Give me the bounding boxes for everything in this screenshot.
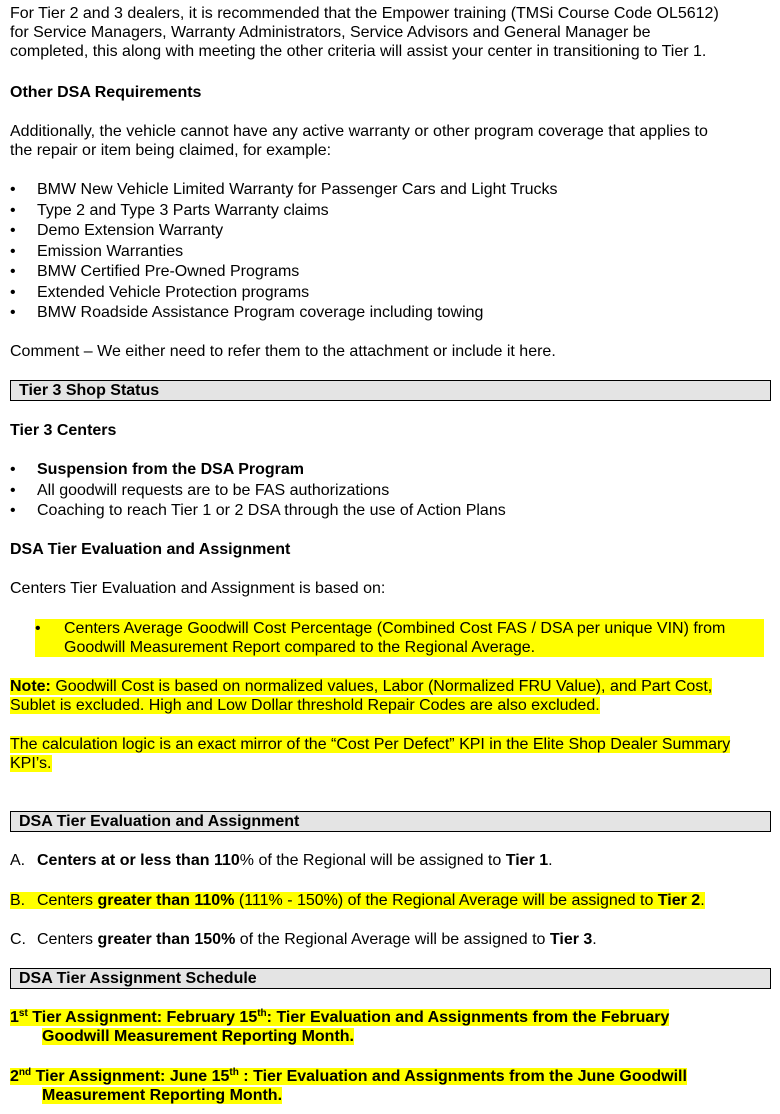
note-label: Note: (10, 678, 51, 695)
bullet-icon: • (10, 283, 16, 301)
list-item: • Type 2 and Type 3 Parts Warranty claims (10, 201, 329, 219)
list-item: • BMW Certified Pre-Owned Programs (10, 263, 300, 280)
assignment-item-a: A. Centers at or less than 110% of the Regional will be assigned to Tier 1. (10, 852, 553, 869)
goodwill-bullet-line-2: Goodwill Measurement Report compared to the Regional Average. (64, 639, 536, 656)
schedule-item-2: 2nd Tier Assignment: June 15th : Tier Evaluation and Assignments from the June Goodwill Measurement Reporting Month. (10, 1067, 687, 1104)
list-item: • Emission Warranties (10, 242, 184, 260)
intro-line-1: For Tier 2 and 3 dealers, it is recommended that the Empower training (TMSi Course Code OL5612) (10, 5, 719, 22)
bullet-icon: • (10, 304, 16, 321)
section-bar-tier3: Tier 3 Shop Status (10, 380, 771, 401)
note-line-1: Goodwill Cost is based on normalized values, Labor (Normalized FRU Value), and Part Cost, (50, 678, 713, 695)
calc-line-1: The calculation logic is an exact mirror of the “Cost Per Defect” KPI in the Elite Shop Dealer Summary (10, 736, 731, 753)
list-item: • Coaching to reach Tier 1 or 2 DSA through the use of Action Plans (10, 502, 506, 519)
goodwill-bullet-line-1: Centers Average Goodwill Cost Percentage (Combined Cost FAS / DSA per unique VIN) from (64, 620, 726, 637)
bullet-icon: • (10, 201, 16, 219)
bullet-icon: • (10, 263, 16, 280)
note-paragraph (10, 677, 770, 715)
comment-text: Comment – We either need to refer them to the attachment or include it here. (10, 343, 556, 360)
tier3-heading: Tier 3 Centers (10, 422, 117, 439)
list-item: • All goodwill requests are to be FAS authorizations (10, 481, 390, 499)
assignment-item-b: B. Centers greater than 110% (111% - 150%) of the Regional Average will be assigned to Tier 2. (10, 892, 705, 909)
tier3-list (10, 460, 770, 522)
calculation-paragraph (10, 735, 770, 773)
schedule-item-1: 1st Tier Assignment: February 15th: Tier Evaluation and Assignments from the February Goodwill Measurement Reporting Month. (10, 1008, 670, 1045)
evaluation-heading: DSA Tier Evaluation and Assignment (10, 541, 291, 558)
list-item: • Extended Vehicle Protection programs (10, 283, 310, 301)
list-item: • BMW New Vehicle Limited Warranty for Passenger Cars and Light Trucks (10, 181, 558, 198)
note-line-2: Sublet is excluded. High and Low Dollar threshold Repair Codes are also excluded. (10, 697, 600, 714)
intro-line-2: for Service Managers, Warranty Administrators, Service Advisors and General Manager be (10, 24, 651, 41)
bullet-icon: • (10, 181, 16, 198)
other-dsa-heading: Other DSA Requirements (10, 84, 202, 101)
bullet-icon: • (10, 481, 16, 499)
bullet-icon: • (10, 222, 16, 239)
list-item: • Suspension from the DSA Program (10, 461, 304, 478)
assignment-item-c: C. Centers greater than 150% of the Regional Average will be assigned to Tier 3. (10, 931, 597, 948)
calc-line-2: KPI’s. (10, 755, 52, 772)
other-dsa-paragraph (10, 122, 770, 160)
bullet-icon: • (35, 620, 41, 637)
coverage-list (10, 180, 770, 324)
bullet-icon: • (10, 242, 16, 260)
bullet-icon: • (10, 502, 16, 519)
intro-paragraph (10, 4, 770, 61)
evaluation-basis: Centers Tier Evaluation and Assignment is based on: (10, 580, 386, 597)
section-bar-assignment: DSA Tier Evaluation and Assignment (10, 811, 771, 832)
section-bar-schedule: DSA Tier Assignment Schedule (10, 968, 771, 989)
intro-line-3: completed, this along with meeting the other criteria will assist your center in transitioning to Tier 1. (10, 43, 707, 60)
list-item: • BMW Roadside Assistance Program coverage including towing (10, 304, 484, 321)
other-dsa-line-2: the repair or item being claimed, for example: (10, 142, 332, 159)
bullet-icon: • (10, 461, 16, 478)
goodwill-cost-bullet (35, 619, 764, 657)
list-item: • Demo Extension Warranty (10, 222, 224, 239)
other-dsa-line-1: Additionally, the vehicle cannot have any active warranty or other program coverage that applies to (10, 123, 708, 140)
